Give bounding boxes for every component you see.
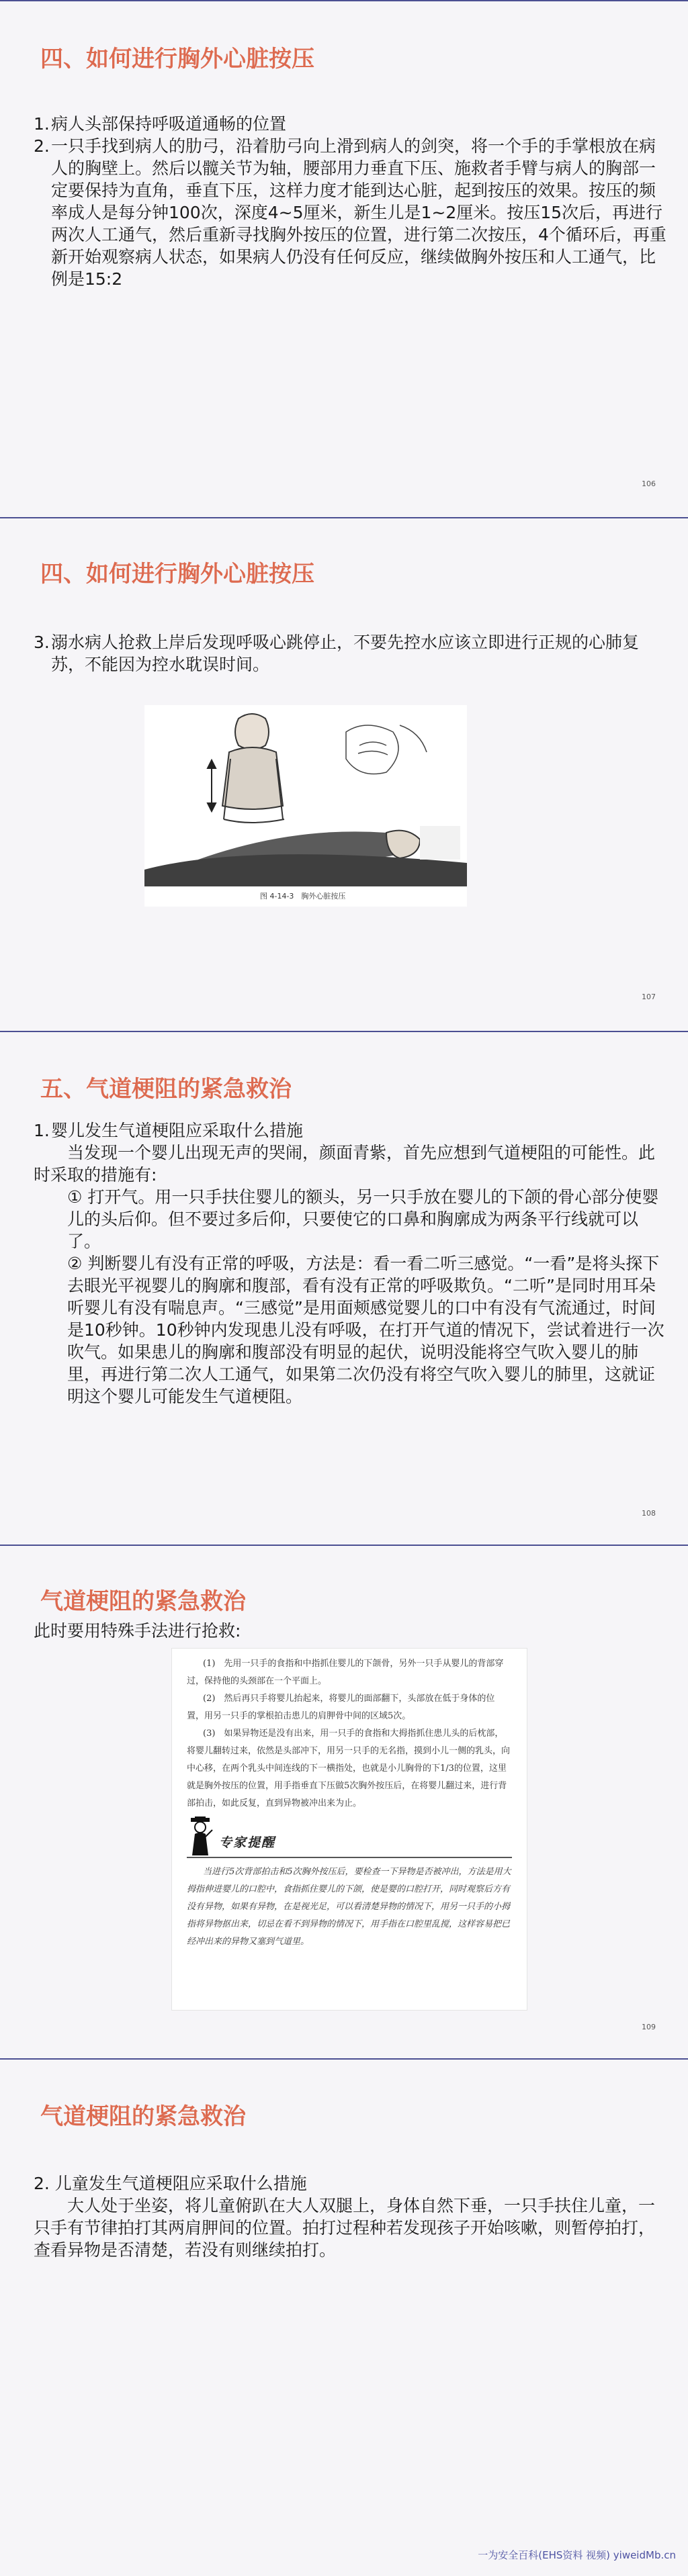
figure-caption: 图 4-14-3 胸外心脏按压 <box>260 892 346 901</box>
book-paragraph: (2) 然后再只手将婴儿抬起来，将婴儿的面部翻下，头部放在低于身体的位置，用另一只手的掌根拍击患儿的肩胛骨中间的区域5次。 <box>187 1694 495 1721</box>
list-item: 1. 婴儿发生气道梗阻应采取什么措施 <box>34 1121 304 1140</box>
divider <box>187 1857 512 1858</box>
slide-body <box>34 2172 669 2261</box>
list-item: 2. 一只手找到病人的肋弓，沿着肋弓向上滑到病人的剑突，将一个手的手掌根放在病人的胸壁上。然后以髋关节为轴，腰部用力垂直下压、施救者手臂与病人的胸部一定要保持为直角，垂直下压，这样力度才能到达心脏，起到按压的效果。按压的频率成人是每分钟100次，深度4~5厘米，新生儿是1~2厘米。按压15次后，再进行两次人工通气，然后重新寻找胸外按压的位置，进行第二次按压，4个循环后，再重新开始观察病人状态，如果病人仍没有任何反应，继续做胸外按压和人工通气，比例是15:2 <box>34 136 666 289</box>
page-number: 109 <box>642 2023 656 2031</box>
slide-body <box>34 631 669 676</box>
slide-title: 气道梗阻的紧急救治 <box>40 2103 246 2130</box>
slide-107 <box>0 517 688 1031</box>
slide-title: 五、气道梗阻的紧急救治 <box>40 1076 292 1103</box>
footer-watermark: 一为安全百科(EHS资料 视频) yiweidMb.cn <box>478 2549 676 2561</box>
sub-paragraph: ② 判断婴儿有没有正常的呼吸，方法是：看一看二听三感觉。“一看”是将头探下去眼光平视婴儿的胸廓和腹部，看有没有正常的呼吸欺负。“二听”是同时用耳朵听婴儿有没有喘息声。“三感觉”是用面颊感觉婴儿的口中有没有气流通过，时间是10秒钟。10秒钟内发现患儿没有呼吸，在打开气道的情况下，尝试着进行一次吹气。如果患儿的胸廓和腹部没有明显的起伏，说明没能将空气吹入婴儿的肺里，再进行第二次人工通气，如果第二次仍没有将空气吹入婴儿的肺里，这就证明这个婴儿可能发生气道梗阻。 <box>67 1254 664 1406</box>
slide-body <box>34 113 669 290</box>
textbook-excerpt <box>171 1648 527 2011</box>
slide-title: 四、如何进行胸外心脏按压 <box>40 46 314 73</box>
paragraph: 大人处于坐姿，将儿童俯趴在大人双腿上，身体自然下垂，一只手扶住儿童，一只手有节律拍打其两肩胛间的位置。拍打过程种若发现孩子开始咳嗽，则暂停拍打，查看异物是否清楚，若没有则继续拍打。 <box>34 2196 656 2260</box>
list-item: 3. 溺水病人抢救上岸后发现呼吸心跳停止，不要先控水应该立即进行正规的心肺复苏，不能因为控水耽误时间。 <box>34 633 640 674</box>
paragraph: 当发现一个婴儿出现无声的哭闹，颜面青紫，首先应想到气道梗阻的可能性。此时采取的措施有: <box>34 1143 656 1185</box>
intro-text: 此时要用特殊手法进行抢救: <box>34 1621 241 1641</box>
slide-title: 气道梗阻的紧急救治 <box>40 1588 246 1615</box>
list-item: 1. 病人头部保持呼吸道通畅的位置 <box>34 114 287 134</box>
slide-109 <box>0 1545 688 2058</box>
tips-label: 专家提醒 <box>219 1835 276 1850</box>
book-paragraph: (3) 如果异物还是没有出来，用一只手的食指和大拇指抓住患儿头的后枕部，将婴儿翻转过来，依然是头部冲下，用另一只手的无名指，摸到小儿一侧的乳头，向中心移，在两个乳头中间连线的下一横指处，也就是小儿胸骨的下1/3的位置，这里就是胸外按压的位置，用手指垂直下压做5次胸外按压后，在将婴儿翻过来，进行背部拍击，如此反复，直到异物被冲出来为止。 <box>187 1729 511 1808</box>
tips-header <box>187 1815 512 1855</box>
sub-paragraph: ① 打开气。用一只手扶住婴儿的额头，另一只手放在婴儿的下颌的骨心部分使婴儿的头后仰。但不要过多后仰，只要使它的口鼻和胸廓成为两条平行线就可以了。 <box>67 1187 659 1251</box>
book-paragraph: (1) 先用一只手的食指和中指抓住婴儿的下颌骨，另外一只手从婴儿的背部穿过，保持他的头颈部在一个平面上。 <box>187 1659 504 1686</box>
expert-figure-icon <box>187 1816 214 1855</box>
slide-110 <box>0 2058 688 2576</box>
slide-108 <box>0 1031 688 1545</box>
slide-body <box>34 1119 669 1408</box>
page-number: 107 <box>642 993 656 1001</box>
cpr-illustration <box>144 705 467 907</box>
tips-text: 当进行5次背部拍击和5次胸外按压后，要检查一下异物是否被冲出，方法是用大拇指伸进婴儿的口腔中，食指抓住婴儿的下颌，使是婴的口腔打开，同时观察后方有没有异物，如果有异物，在是视光足，可以看清楚异物的情况下，用另一只手的小拇指将异物抠出来，切忌在看不到异物的情况下，用手指在口腔里乱搅，这样容易把已经冲出来的异物又塞到气道里。 <box>187 1867 511 1947</box>
section-heading: 2. 儿童发生气道梗阻应采取什么措施 <box>34 2174 307 2193</box>
cpr-drawing-icon <box>144 705 467 886</box>
slide-title: 四、如何进行胸外心脏按压 <box>40 561 314 588</box>
slide-106 <box>0 0 688 517</box>
page-number: 108 <box>642 1509 656 1518</box>
page-number: 106 <box>642 479 656 488</box>
